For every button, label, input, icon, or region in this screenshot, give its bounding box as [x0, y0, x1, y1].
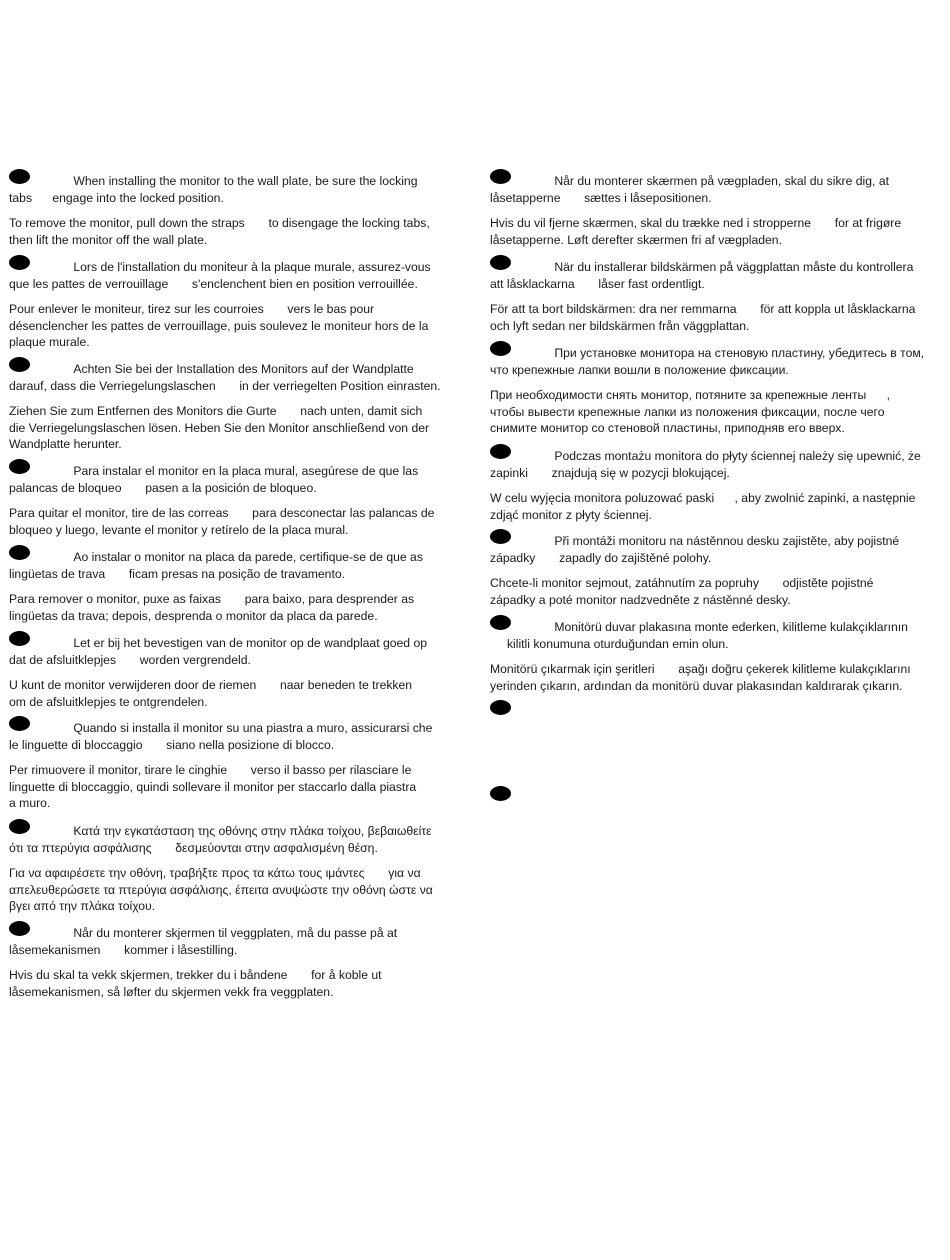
remove-text: Para quitar el monitor, tire de las correas para desconectar las palancas de bloqueo y luego, levante el monitor y retírelo de la placa mural.: [9, 506, 435, 537]
language-badge: [490, 700, 511, 715]
remove-text: To remove the monitor, pull down the straps to disengage the locking tabs, then lift the monitor off the wall plate.: [9, 216, 430, 247]
remove-text: Για να αφαιρέσετε την οθόνη, τραβήξτε προς τα κάτω τους ιμάντες για να απελευθερώσετε τα πτερύγια ασφάλισης, έπειτα ανυψώστε την οθόνη ώστε να βγει από την πλάκα τοίχου.: [9, 866, 433, 914]
install-text: Lors de l'installation du moniteur à la plaque murale, assurez-vous que les pattes de verrouillage s'enclenchent bien en position verrouillée.: [9, 260, 431, 291]
remove-text: U kunt de monitor verwijderen door de riemen naar beneden te trekken om de afsluitklepjes te ontgrendelen.: [9, 678, 413, 709]
remove-text: Ziehen Sie zum Entfernen des Monitors die Gurte nach unten, damit sich die Verriegelungslaschen lösen. Heben Sie den Monitor anschließend von der Wandplatte herunter.: [9, 404, 430, 452]
install-text: Let er bij het bevestigen van de monitor op de wandplaat goed op dat de afsluitklepjes worden vergrendeld.: [9, 636, 428, 667]
install-text: Når du monterer skærmen på vægpladen, skal du sikre dig, at låsetapperne sættes i låsepositionen.: [490, 174, 889, 205]
install-text: Quando si installa il monitor su una piastra a muro, assicurarsi che le linguette di bloccaggio siano nella posizione di blocco.: [9, 721, 433, 752]
install-text: When installing the monitor to the wall plate, be sure the locking tabs engage into the locked position.: [9, 174, 418, 205]
remove-text: Para remover o monitor, puxe as faixas para baixo, para desprender as lingüetas da trava; depois, desprenda o monitor da placa da parede.: [9, 592, 415, 623]
remove-text: Pour enlever le moniteur, tirez sur les courroies vers le bas pour désenclencher les pattes de verrouillage, puis soulevez le moniteur hors de la plaque murale.: [9, 302, 429, 350]
remove-text: För att ta bort bildskärmen: dra ner remmarna för att koppla ut låsklackarna och lyft sedan ner bildskärmen från väggplattan.: [490, 302, 916, 333]
language-badge: [490, 786, 511, 801]
remove-text: Hvis du vil fjerne skærmen, skal du trække ned i stropperne for at frigøre låsetapperne. Løft derefter skærmen fri af vægpladen.: [490, 216, 902, 247]
remove-text: W celu wyjęcia monitora poluzować paski , aby zwolnić zapinki, a następnie zdjąć monitor z płyty ściennej.: [490, 491, 916, 522]
install-text: Para instalar el monitor en la placa mural, asegúrese de que las palancas de bloqueo pasen a la posición de bloqueo.: [9, 464, 419, 495]
install-text: Achten Sie bei der Installation des Monitors auf der Wandplatte darauf, dass die Verriegelungslaschen in der verriegelten Position einrasten.: [9, 362, 441, 393]
install-text: Při montáži monitoru na nástěnnou desku zajistěte, aby pojistné západky zapadly do zajištěné polohy.: [490, 534, 900, 565]
install-text: При установке монитора на стеновую пластину, убедитесь в том, что крепежные лапки вошли в положение фиксации.: [490, 346, 925, 377]
install-text: Når du monterer skjermen til veggplaten, må du passe på at låsemekanismen kommer i låsestilling.: [9, 926, 398, 957]
install-text: Monitörü duvar plakasına monte ederken, kilitleme kulakçıklarının kilitli konumuna oturduğundan emin olun.: [506, 620, 908, 651]
remove-text: Monitörü çıkarmak için şeritleri aşağı doğru çekerek kilitleme kulakçıklarını yerinden çıkarın, ardından da monitörü duvar plakasından kaldırarak çıkarın.: [490, 662, 911, 693]
install-text: Κατά την εγκατάσταση της οθόνης στην πλάκα τοίχου, βεβαιωθείτε ότι τα πτερύγια ασφάλισης δεσμεύονται στην ασφαλισμένη θέση.: [9, 824, 432, 855]
remove-text: Chcete-li monitor sejmout, zatáhnutím za popruhy odjistěte pojistné západky a poté monitor nadzvedněte z nástěnné desky.: [490, 576, 874, 607]
remove-text: Hvis du skal ta vekk skjermen, trekker du i båndene for å koble ut låsemekanismen, så løfter du skjermen vekk fra veggplaten.: [9, 968, 382, 999]
install-text: När du installerar bildskärmen på väggplattan måste du kontrollera att låsklackarna låser fast ordentligt.: [490, 260, 914, 291]
remove-text: При необходимости снять монитор, потяните за крепежные ленты , чтобы вывести крепежные лапки из положения фиксации, после чего снимите монитор со стеновой пластины, приподняв его вверх.: [490, 388, 891, 436]
install-text: Podczas montażu monitora do płyty ściennej należy się upewnić, że zapinki znajdują się w pozycji blokującej.: [490, 449, 921, 480]
install-text: Ao instalar o monitor na placa da parede, certifique-se de que as lingüetas de trava ficam presas na posição de travamento.: [9, 550, 423, 581]
remove-text: Per rimuovere il monitor, tirare le cinghie verso il basso per rilasciare le linguette di bloccaggio, quindi sollevare il monitor per staccarlo dalla piastra a muro.: [9, 763, 417, 811]
